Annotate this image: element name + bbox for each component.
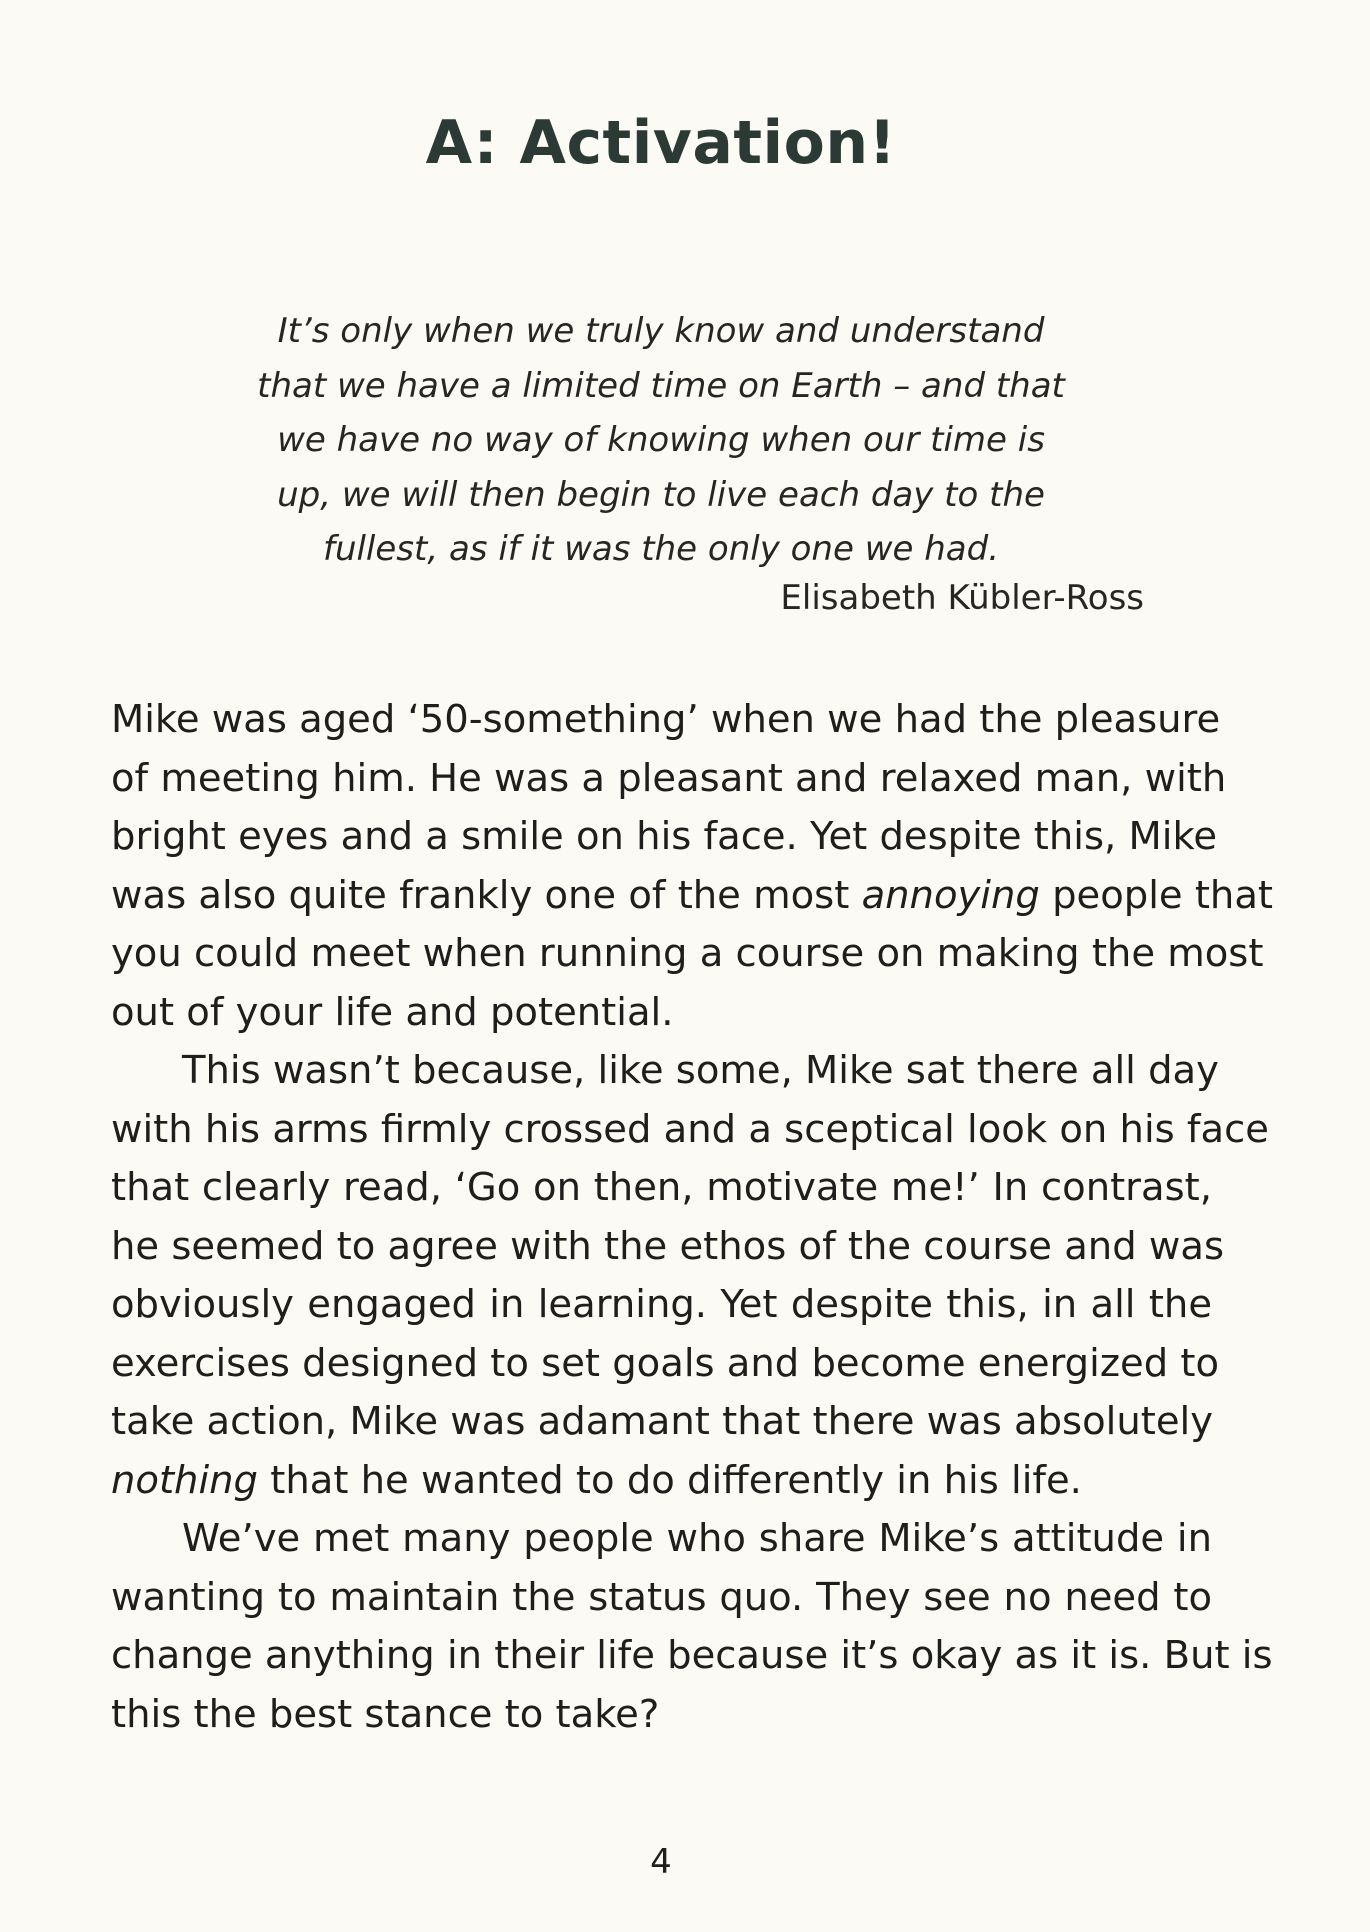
epigraph-line: we have no way of knowing when our time is bbox=[277, 420, 1045, 460]
text-line: change anything in their life because it’s okay as it is. But is bbox=[111, 1633, 1273, 1678]
text-line: that clearly read, ‘Go on then, motivate me!’ In contrast, bbox=[111, 1165, 1212, 1210]
text-line: bright eyes and a smile on his face. Yet despite this, Mike bbox=[111, 814, 1218, 859]
emphasis-nothing: nothing bbox=[111, 1457, 258, 1503]
epigraph-line: that we have a limited time on Earth – and that bbox=[257, 365, 1065, 406]
text-segment: people that bbox=[1039, 872, 1274, 918]
epigraph-line: up, we will then begin to live each day to the bbox=[277, 474, 1045, 515]
paragraph-2 bbox=[111, 1042, 1269, 1510]
text-segment: was also quite frankly one of the most bbox=[111, 872, 862, 918]
text-line: wanting to maintain the status quo. They see no need to bbox=[111, 1574, 1212, 1620]
page-number: 4 bbox=[650, 1842, 672, 1882]
text-line: Mike was aged ‘50-something’ when we had the pleasure bbox=[111, 697, 1221, 742]
text-line: this the best stance to take? bbox=[111, 1691, 660, 1737]
text-line: out of your life and potential. bbox=[111, 989, 674, 1035]
epigraph-line: It’s only when we truly know and understand bbox=[277, 311, 1045, 351]
text-line: We’ve met many people who share Mike’s attitude in bbox=[182, 1516, 1212, 1561]
text-line: of meeting him. He was a pleasant and relaxed man, with bbox=[111, 755, 1227, 801]
text-line: with his arms firmly crossed and a sceptical look on his face bbox=[111, 1106, 1269, 1152]
paragraph-1 bbox=[111, 691, 1274, 1042]
text-line: exercises designed to set goals and become energized to bbox=[111, 1340, 1220, 1386]
text-line: take action, Mike was adamant that there was absolutely bbox=[111, 1399, 1214, 1444]
text-segment: that he wanted to do differently in his life. bbox=[258, 1457, 1082, 1503]
epigraph-attribution: Elisabeth Kübler-Ross bbox=[780, 578, 1144, 618]
text-line: he seemed to agree with the ethos of the course and was bbox=[111, 1223, 1225, 1269]
text-line: obviously engaged in learning. Yet despite this, in all the bbox=[111, 1282, 1212, 1327]
epigraph-quote bbox=[220, 304, 1102, 577]
text-line: you could meet when running a course on making the most bbox=[111, 931, 1264, 976]
body-text bbox=[111, 691, 1274, 1744]
paragraph-3 bbox=[111, 1510, 1273, 1744]
emphasis-annoying: annoying bbox=[861, 872, 1040, 918]
epigraph-line: fullest, as if it was the only one we had. bbox=[322, 529, 1000, 569]
text-line bbox=[111, 1452, 1212, 1511]
chapter-title: A: Activation! bbox=[425, 108, 897, 178]
text-line bbox=[111, 867, 1274, 926]
text-line: This wasn’t because, like some, Mike sat there all day bbox=[182, 1048, 1219, 1093]
